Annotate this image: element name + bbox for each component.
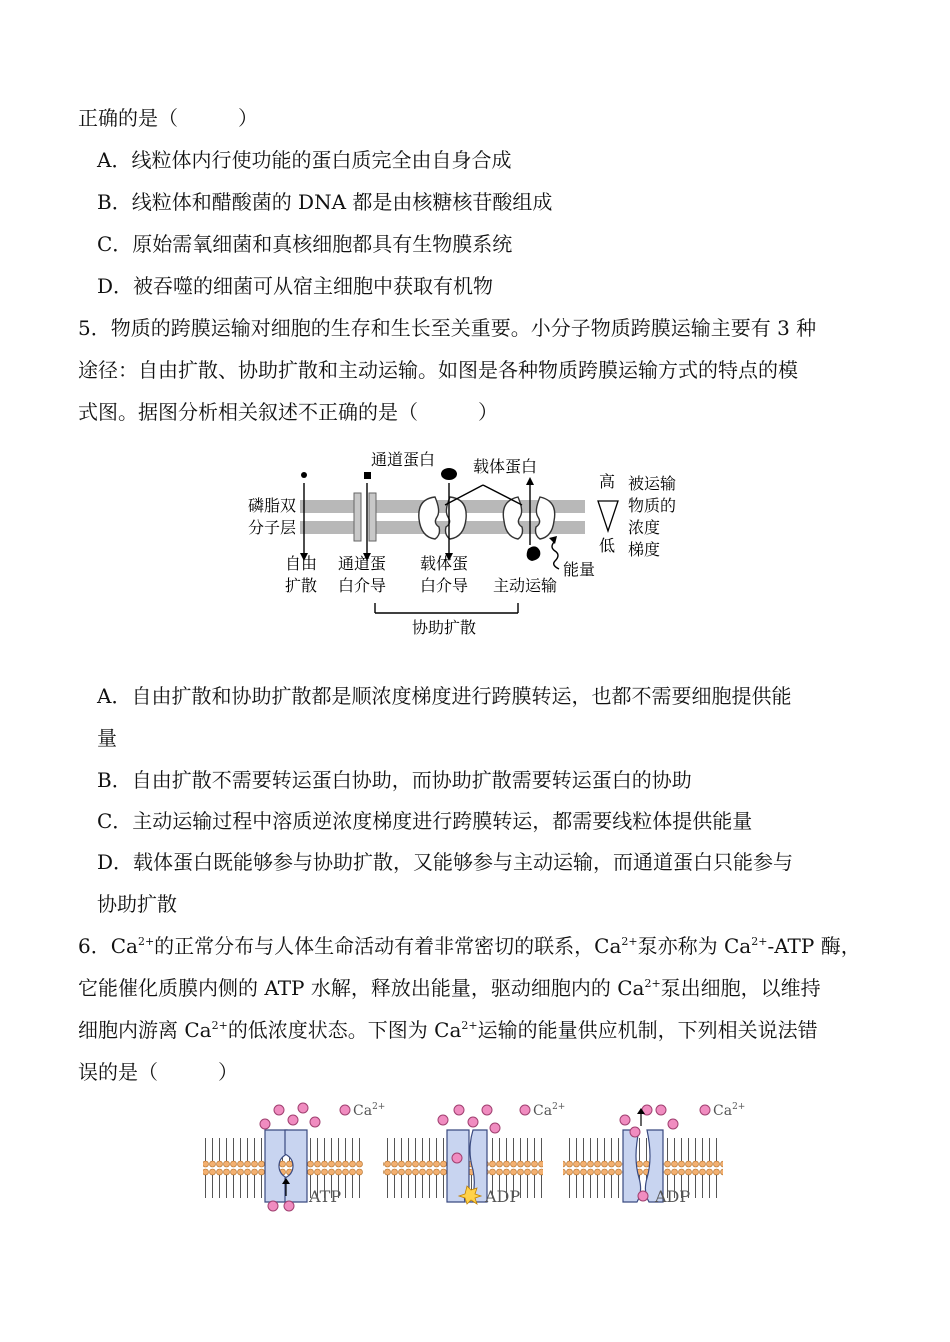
label-carrier-protein: 载体蛋白 [473, 457, 538, 476]
label-bilayer-1: 磷脂双 [248, 496, 297, 515]
label-channel-mediated-1: 通道蛋 [338, 554, 387, 573]
label-free-diffusion-2: 扩散 [285, 576, 318, 595]
square-molecule [364, 472, 371, 479]
label-adp-1: ADP [485, 1187, 521, 1206]
q5-option-d-line-2[interactable]: 协助扩散 [97, 892, 177, 916]
pump-panel-3 [563, 1105, 723, 1206]
ion-legend [340, 1105, 710, 1115]
gradient-triangle [598, 501, 618, 531]
q5-stem-line-3: 式图。据图分析相关叙述不正确的是（ ） [78, 400, 498, 424]
q4-option-b[interactable]: B．线粒体和醋酸菌的 DNA 都是由核糖核苷酸组成 [97, 190, 553, 214]
label-energy: 能量 [563, 560, 596, 579]
label-low: 低 [599, 536, 616, 555]
q5-option-a-line-1[interactable]: A．自由扩散和协助扩散都是顺浓度梯度进行跨膜转运，也都不需要细胞提供能 [97, 684, 792, 708]
label-gradient-2: 物质的 [628, 496, 677, 515]
q4-stem-tail: 正确的是（ ） [78, 106, 258, 130]
label-gradient-4: 梯度 [628, 540, 661, 559]
label-channel-mediated-2: 白介导 [338, 576, 387, 595]
calcium-pump-diagram [195, 1098, 765, 1218]
carrier-molecule [441, 468, 457, 480]
q4-option-c[interactable]: C．原始需氧细菌和真核细胞都具有生物膜系统 [97, 232, 513, 256]
q5-stem-line-1: 5．物质的跨膜运输对细胞的生存和生长至关重要。小分子物质跨膜运输主要有 3 种 [78, 316, 817, 340]
label-carrier-mediated-2: 白介导 [420, 576, 469, 595]
label-active-transport: 主动运输 [493, 576, 558, 595]
label-facilitated-diffusion: 协助扩散 [412, 618, 477, 637]
label-bilayer-2: 分子层 [248, 518, 297, 537]
q5-option-b[interactable]: B．自由扩散不需要转运蛋白协助，而协助扩散需要转运蛋白的协助 [97, 768, 692, 792]
small-molecule-dot [301, 472, 307, 478]
label-channel-protein: 通道蛋白 [371, 450, 436, 469]
q6-stem-line-2: 它能催化质膜内侧的 ATP 水解，释放出能量，驱动细胞内的 $Ca^{2+}$泵出细胞，以维持 [78, 976, 821, 1000]
active-transport-molecule [527, 546, 541, 561]
q6-stem-line-4: 误的是（ ） [78, 1060, 238, 1084]
label-gradient-3: 浓度 [628, 518, 661, 537]
q5-option-d-line-1[interactable]: D．载体蛋白既能够参与协助扩散，又能够参与主动运输，而通道蛋白只能参与 [97, 850, 794, 874]
q4-option-d[interactable]: D．被吞噬的细菌可从宿主细胞中获取有机物 [97, 274, 494, 298]
q6-stem-line-3: 细胞内游离 $Ca^{2+}$的低浓度状态。下图为 $Ca^{2+}$运输的能量供应机制，下列相关说法错 [78, 1018, 818, 1042]
channel-protein-shape [354, 493, 376, 541]
ion-label-2: $Ca^{2+}$ [533, 1102, 566, 1119]
label-free-diffusion-1: 自由 [285, 554, 318, 573]
transport-diagram [240, 445, 700, 645]
label-high: 高 [599, 472, 616, 491]
q5-option-a-line-2[interactable]: 量 [97, 726, 117, 750]
q4-option-a[interactable]: A．线粒体内行使功能的蛋白质完全由自身合成 [97, 148, 512, 172]
q5-stem-line-2: 途径：自由扩散、协助扩散和主动运输。如图是各种物质跨膜运输方式的特点的模 [78, 358, 798, 382]
ion-label-3: $Ca^{2+}$ [713, 1102, 746, 1119]
label-adp-2: ADP [655, 1187, 691, 1206]
ion-label-1: $Ca^{2+}$ [353, 1102, 386, 1119]
label-atp: ATP [309, 1187, 342, 1206]
q6-stem-line-1: 6．$Ca^{2+}$的正常分布与人体生命活动有着非常密切的联系，$Ca^{2+}$泵亦称为 $Ca^{2+}$-ATP 酶， [78, 934, 861, 958]
q5-option-c[interactable]: C．主动运输过程中溶质逆浓度梯度进行跨膜转运，都需要线粒体提供能量 [97, 809, 753, 833]
label-gradient-1: 被运输 [628, 474, 677, 493]
label-carrier-mediated-1: 载体蛋 [420, 554, 469, 573]
